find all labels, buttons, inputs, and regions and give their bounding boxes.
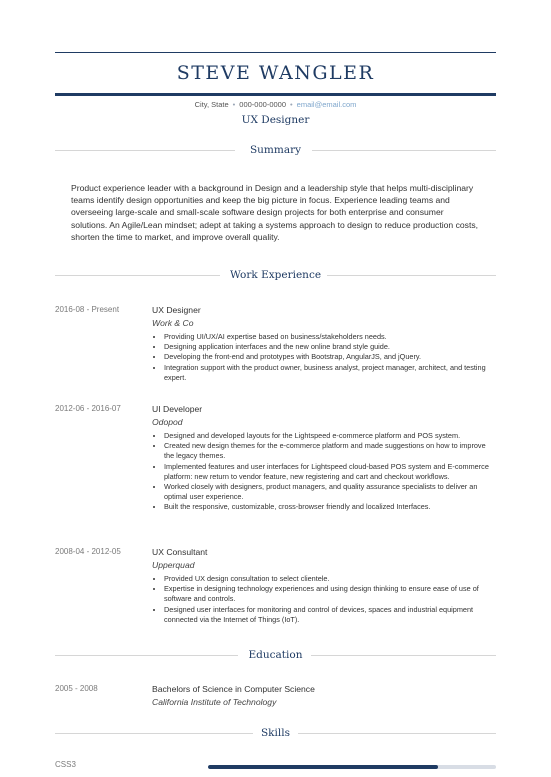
work-entry-company: Upperquad — [152, 560, 195, 570]
section-heading-label: Skills — [260, 727, 291, 739]
bullet-item: • Worked closely with designers, product managers, and quality assurance specialists to deliver an optimal user experience. — [164, 482, 497, 502]
bullet-item: • Built the responsive, customizable, cross-browser friendly and localized Interfaces. — [164, 502, 497, 512]
work-entry-bullets — [152, 332, 497, 383]
skill-row — [55, 760, 496, 774]
candidate-name: STEVE WANGLER — [176, 62, 375, 84]
top-rule — [55, 52, 496, 53]
work-entry — [152, 546, 497, 625]
bullet-item: • Implemented features and user interfaces for Lightspeed cloud-based POS system and E-commerce platform: new return to vendor feature, new registering and cart and checkout workflows. — [164, 462, 497, 482]
bullet-item: • Expertise in designing technology experiences and using design thinking to ensure ease of use of software and controls. — [164, 584, 497, 604]
work-entry-date: 2008-04 - 2012-05 — [55, 547, 121, 556]
education-entry — [152, 683, 497, 711]
separator-dot-icon: • — [232, 100, 236, 109]
work-entry-bullets — [152, 431, 497, 513]
heading-rule-right — [311, 655, 496, 656]
email-link[interactable]: email@email.com — [296, 100, 357, 109]
section-heading-work-experience — [55, 268, 496, 282]
work-entry-date: 2012-06 - 2016-07 — [55, 404, 121, 413]
bullet-item: • Designed and developed layouts for the Lightspeed e-commerce platform and POS system. — [164, 431, 497, 441]
skill-level-bar — [208, 765, 496, 769]
bullet-item: • Developing the front-end and prototypes with Bootstrap, AngularJS, and jQuery. — [164, 352, 497, 362]
work-entry — [152, 403, 497, 513]
bullet-item: • Created new design themes for the e-commerce platform and made suggestions on how to improve the legacy themes. — [164, 441, 497, 461]
bullet-item: • Integration support with the product owner, business analyst, project manager, architect, and testing expert. — [164, 363, 497, 383]
skill-name: CSS3 — [55, 760, 76, 769]
bullet-item: • Providing UI/UX/AI expertise based on business/stakeholders needs. — [164, 332, 497, 342]
work-entry-title: UX Designer — [152, 305, 201, 315]
work-entry-title: UI Developer — [152, 404, 203, 414]
education-entry-date: 2005 - 2008 — [55, 684, 98, 693]
heading-rule-right — [312, 150, 496, 151]
phone-number: 000-000-0000 — [239, 100, 287, 109]
work-entry-company: Work & Co — [152, 318, 194, 328]
heading-rule-right — [327, 275, 496, 276]
work-entry — [152, 304, 497, 383]
work-entry-bullets — [152, 574, 497, 625]
separator-dot-icon: • — [290, 100, 293, 109]
heading-rule-right — [298, 733, 496, 734]
bullet-item: • Provided UX design consultation to select clientele. — [164, 574, 497, 584]
work-entry-date: 2016-08 - Present — [55, 305, 120, 314]
city-state: City, State — [194, 100, 229, 109]
bullet-item: • Designing application interfaces and the new online brand style guide. — [164, 342, 497, 352]
section-heading-label: Work Experience — [229, 269, 322, 281]
job-title: UX Designer — [241, 114, 310, 126]
section-heading-label: Summary — [249, 144, 302, 156]
degree-title: Bachelors of Science in Computer Science — [152, 684, 315, 694]
institution-name: California Institute of Technology — [152, 697, 277, 707]
contact-line — [0, 100, 551, 109]
summary-text: Product experience leader with a background in Design and a leadership style that helps multi-disciplinary teams identify design opportunities and keep the big picture in focus. Experience leading teams and overseeing large-scale and small-scale software design projects for both enterprise and consumer solutions. An Agile/Lean mindset; adept at taking a systems approach to design to reduce production costs, shorten the time to market, and improve overall quality. — [71, 183, 479, 242]
section-heading-label: Education — [248, 649, 303, 661]
name-underline — [55, 93, 496, 96]
bullet-item: • Designed user interfaces for monitoring and control of devices, spaces and industrial equipment connected via the Internet of Things (IoT). — [164, 605, 497, 625]
section-heading-education — [55, 648, 496, 662]
section-heading-summary — [55, 143, 496, 157]
work-entry-title: UX Consultant — [152, 547, 208, 557]
section-heading-skills — [55, 726, 496, 740]
skill-level-fill — [208, 765, 438, 769]
work-entry-company: Odopod — [152, 417, 183, 427]
